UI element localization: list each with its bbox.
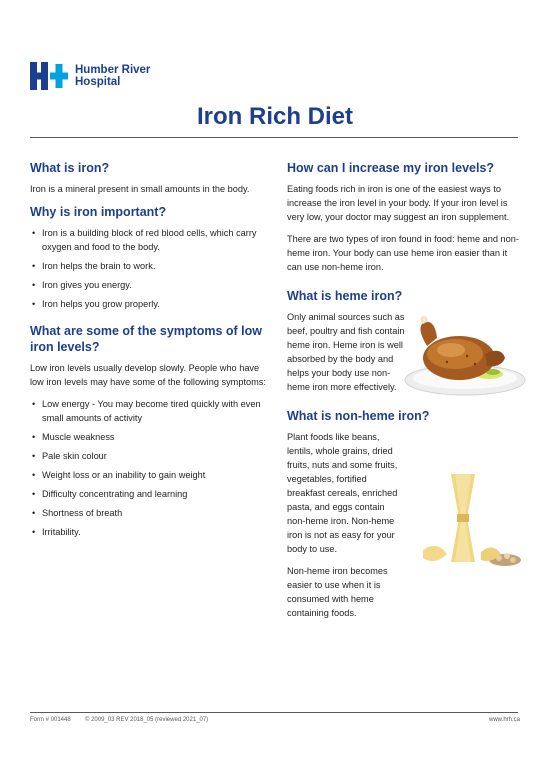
increase-iron-text-1: Eating foods rich in iron is one of the easiest ways to increase the iron level in your body. If your iron level is very low, your doctor may suggest an iron supplement.	[287, 184, 510, 222]
hospital-logo-icon	[30, 62, 70, 90]
list-item: • Muscle weakness	[30, 430, 270, 444]
list-item: • Iron gives you energy.	[30, 278, 270, 292]
pasta-image	[417, 470, 527, 570]
title-divider	[30, 137, 518, 138]
list-item: • Difficulty concentrating and learning	[30, 487, 270, 501]
nonheme-iron-text-2: Non-heme iron becomes easier to use when it is consumed with heme containing foods.	[287, 566, 388, 618]
nonheme-iron-text-1: Plant foods like beans, lentils, whole grains, dried fruits, nuts and some fruits, vegetables, fortified breakfast cereals, enriched pasta, and eggs contain non-heme iron. Non-heme iron is not as easy for your body to use.	[287, 432, 398, 554]
increase-iron-heading: How can I increase my iron levels?	[287, 161, 495, 175]
copyright-text: © 2009_03 REV 2018_05 (reviewed 2021_07)	[85, 717, 209, 723]
nonheme-section	[287, 430, 519, 620]
left-column	[30, 160, 270, 551]
increase-iron-text-2: There are two types of iron found in food: heme and non-heme iron. Your body can use heme iron easier than it can use non-heme iron.	[287, 234, 519, 272]
form-number: Form # 001448	[30, 717, 71, 723]
website-link[interactable]: www.hrh.ca	[488, 717, 520, 723]
list-item: • Pale skin colour	[30, 449, 270, 463]
heme-section	[287, 310, 519, 394]
nonheme-iron-heading: What is non-heme iron?	[287, 409, 430, 423]
symptoms-heading: What are some of the symptoms of low iron levels?	[30, 324, 262, 354]
list-item: • Weight loss or an inability to gain weight	[30, 468, 270, 482]
what-is-iron-text: Iron is a mineral present in small amounts in the body.	[30, 184, 250, 194]
why-important-heading: Why is iron important?	[30, 205, 167, 219]
what-is-iron-heading: What is iron?	[30, 161, 110, 175]
symptoms-list	[30, 397, 270, 539]
roast-chicken-image	[397, 310, 527, 400]
logo-line-1: Humber River	[75, 64, 151, 76]
footer-divider	[30, 712, 518, 713]
page-title: Iron Rich Diet	[196, 103, 353, 130]
why-important-list	[30, 226, 270, 311]
heme-iron-heading: What is heme iron?	[287, 289, 403, 303]
hospital-logo-text	[75, 64, 150, 88]
heme-iron-text: Only animal sources such as beef, poultry and fish contain heme iron. Heme iron is well absorbed by the body and helps your body use non-heme iron more effectively.	[287, 312, 405, 392]
hospital-logo	[30, 62, 150, 90]
list-item: • Irritability.	[30, 525, 270, 539]
right-column	[287, 160, 519, 628]
logo-line-2: Hospital	[75, 76, 121, 88]
list-item: • Iron is a building block of red blood cells, which carry oxygen and food to the body.	[30, 226, 270, 254]
footer	[30, 717, 520, 723]
list-item: • Shortness of breath	[30, 506, 270, 520]
list-item: • Low energy - You may become tired quickly with even small amounts of activity	[30, 397, 270, 425]
list-item: • Iron helps the brain to work.	[30, 259, 270, 273]
symptoms-intro: Low iron levels usually develop slowly. People who have low iron levels may have some of the following symptoms:	[30, 363, 266, 387]
list-item: • Iron helps you grow properly.	[30, 297, 270, 311]
